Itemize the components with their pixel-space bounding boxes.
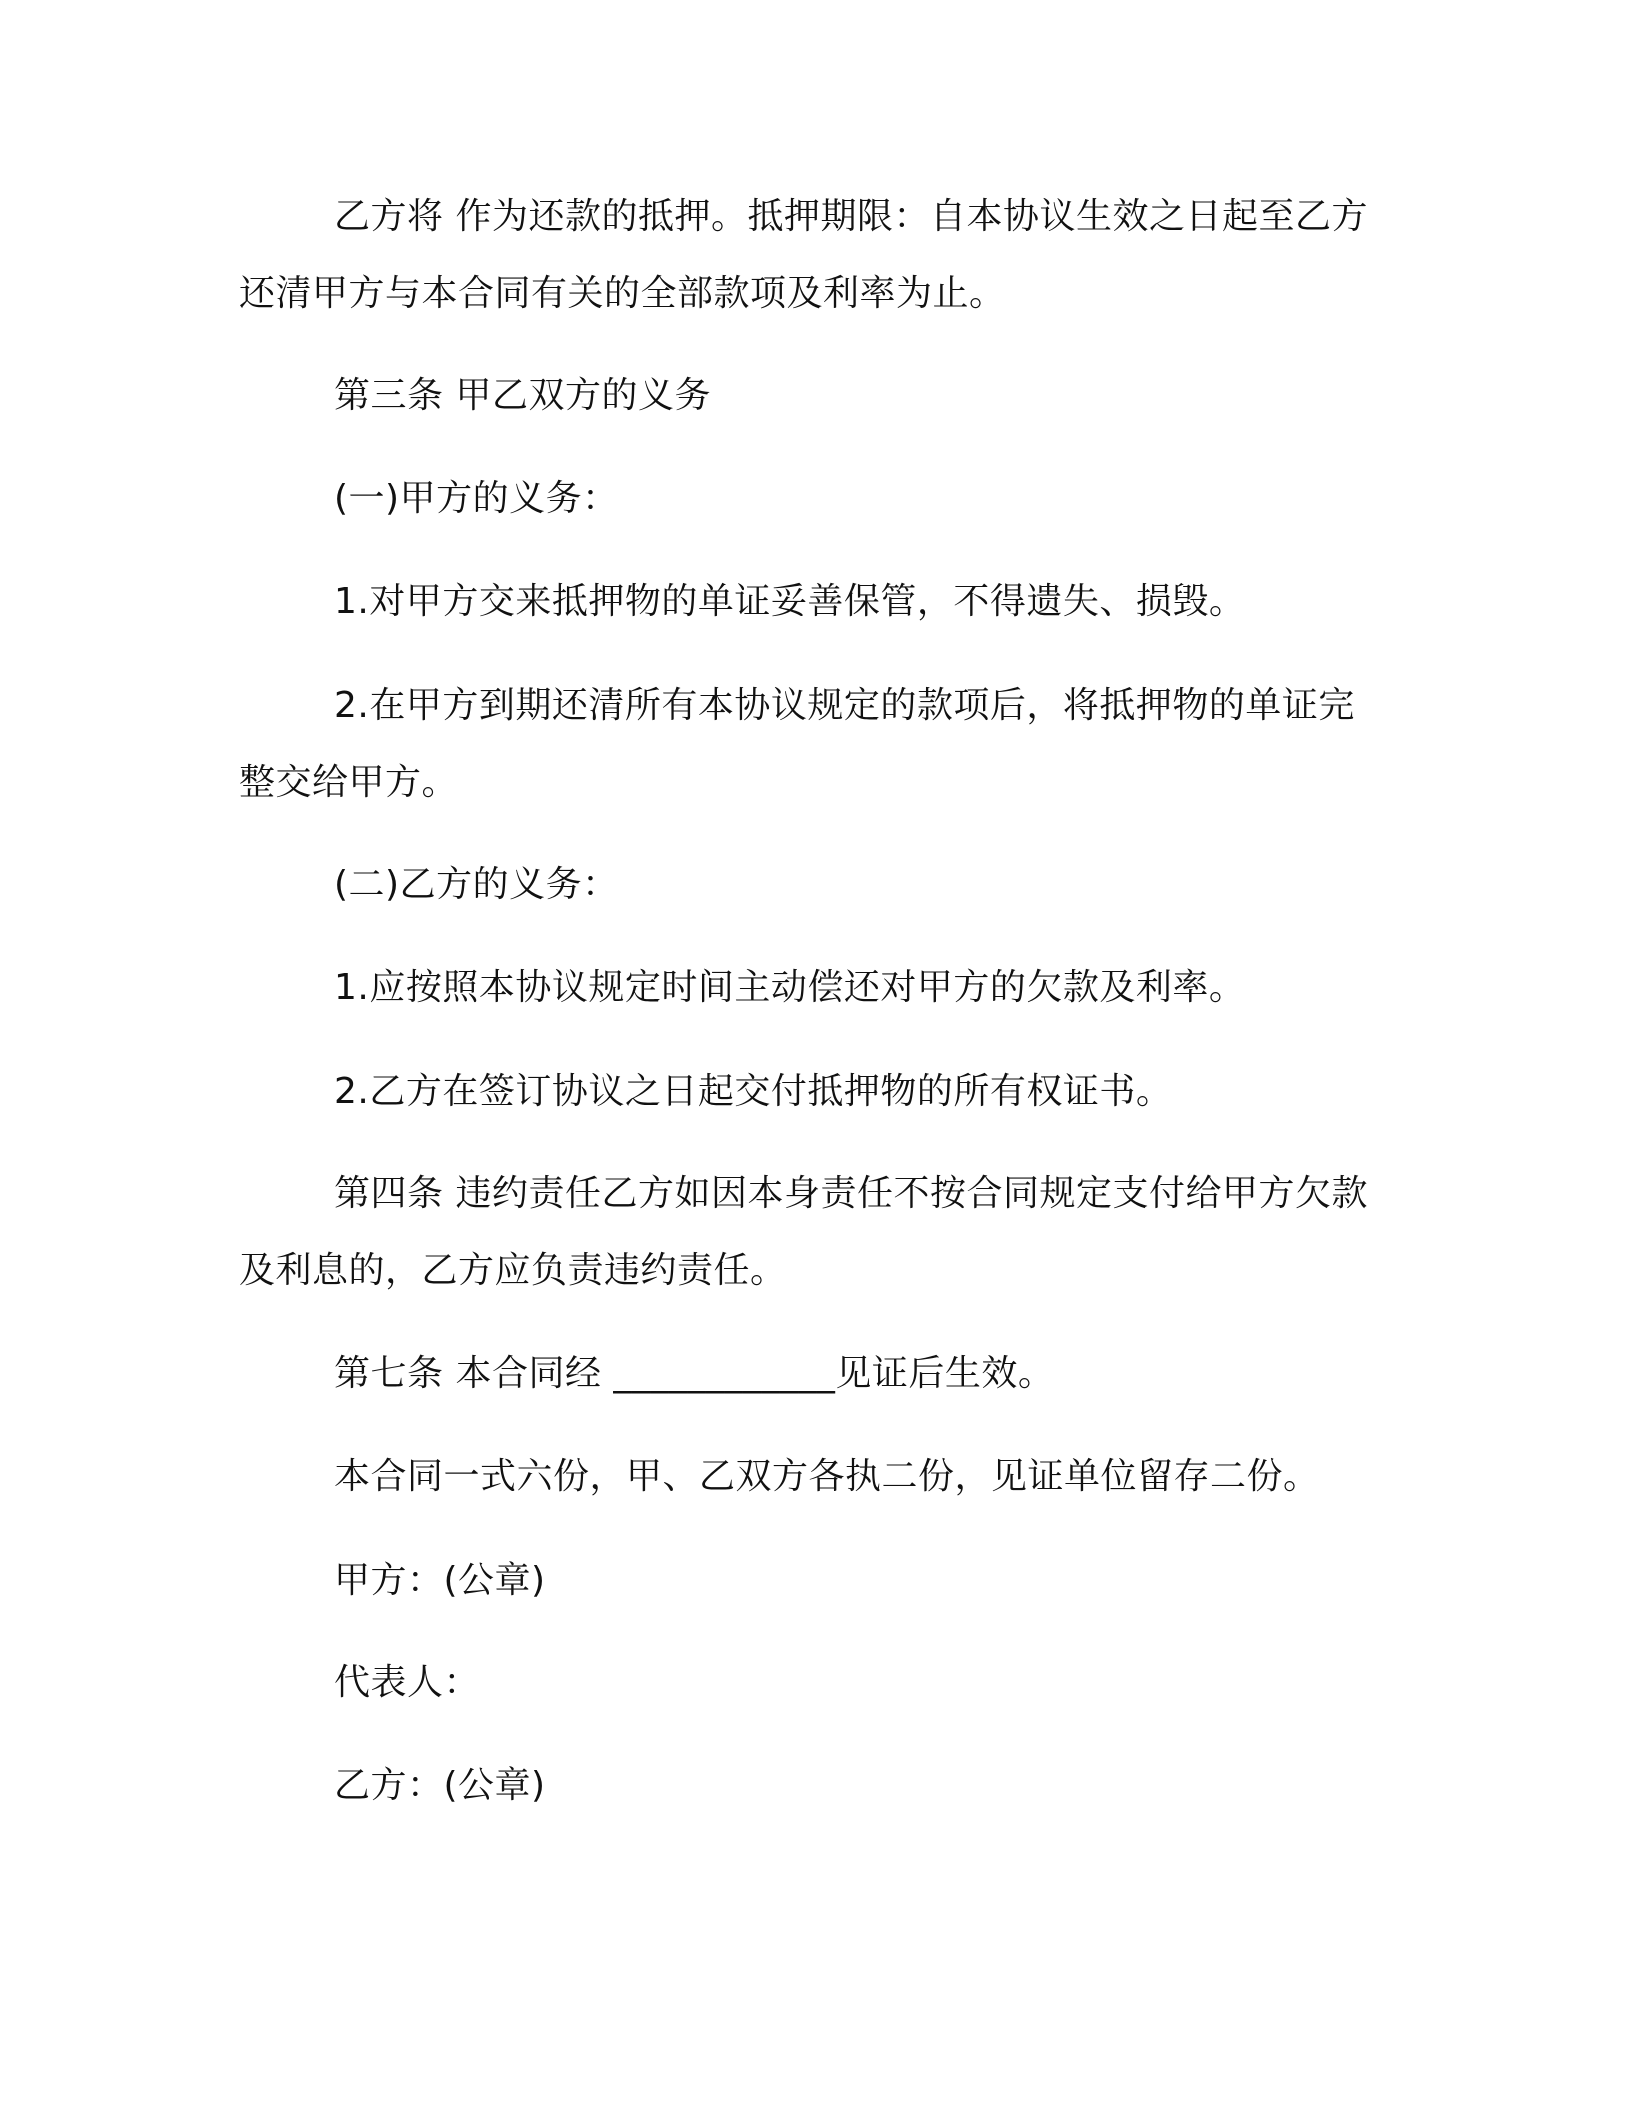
party-a-duty-2-line2: 整交给甲方。 <box>239 762 459 803</box>
party-b-duty-1: 1.应按照本协议规定时间主动偿还对甲方的欠款及利率。 <box>334 967 1246 1008</box>
clause-mortgage-term-line1: 乙方将 作为还款的抵押。抵押期限：自本协议生效之日起至乙方 <box>334 196 1368 237</box>
clause-mortgage-term-line2: 还清甲方与本合同有关的全部款项及利率为止。 <box>239 273 1006 314</box>
party-b-duties-heading: (二)乙方的义务： <box>334 864 619 905</box>
article-7: 第七条 本合同经 ____________见证后生效。 <box>334 1353 1055 1394</box>
party-a-duty-2-line1: 2.在甲方到期还清所有本协议规定的款项后，将抵押物的单证完 <box>334 685 1355 726</box>
representative: 代表人： <box>334 1662 481 1703</box>
party-a-duties-heading: (一)甲方的义务： <box>334 478 619 519</box>
party-a-duty-1: 1.对甲方交来抵押物的单证妥善保管，不得遗失、损毁。 <box>334 581 1246 622</box>
party-b-duty-2: 2.乙方在签订协议之日起交付抵押物的所有权证书。 <box>334 1071 1173 1112</box>
article-3-heading: 第三条 甲乙双方的义务 <box>334 375 711 416</box>
party-b-seal: 乙方：(公章) <box>334 1765 546 1806</box>
article-4-line1: 第四条 违约责任乙方如因本身责任不按合同规定支付给甲方欠款 <box>334 1173 1368 1214</box>
article-4-line2: 及利息的，乙方应负责违约责任。 <box>239 1250 787 1291</box>
copies-clause: 本合同一式六份，甲、乙双方各执二份，见证单位留存二份。 <box>334 1456 1320 1497</box>
party-a-seal: 甲方：(公章) <box>334 1560 546 1601</box>
